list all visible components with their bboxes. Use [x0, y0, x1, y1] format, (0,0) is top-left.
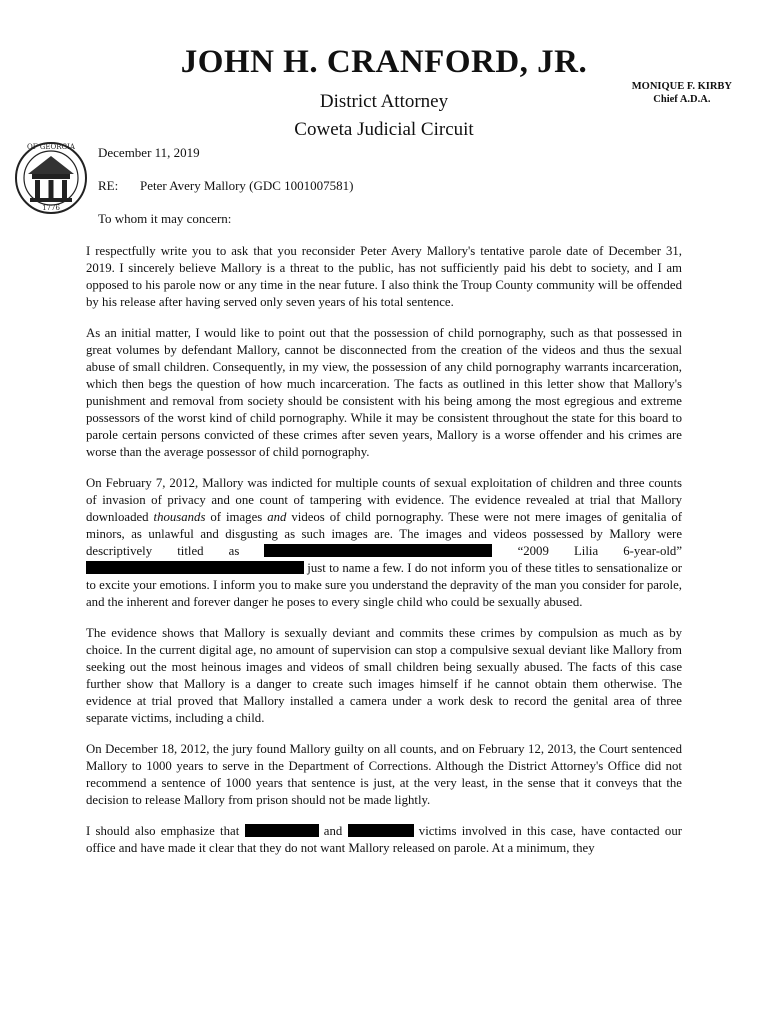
paragraph-6	[86, 823, 682, 857]
chief-ada-block	[632, 80, 732, 106]
p6-text-c: victims involved in this case, have contacted our office and have made it clear that they do not want Mallory released on parole. At a minimum, they	[86, 824, 682, 855]
redaction-bar	[86, 561, 304, 574]
salutation: To whom it may concern:	[98, 211, 232, 226]
redaction-bar	[264, 544, 492, 557]
p3-emphasis-and: and	[267, 510, 287, 524]
paragraph-3	[86, 475, 682, 611]
paragraph-2: As an initial matter, I would like to point out that the possession of child pornography, such as that possessed in great volumes by defendant Mallory, cannot be disconnected from the creation of the videos and thus the sexual abuse of small children. Consequently, in my view, the possession of any child pornography warrants incarceration, which then begs the question of how much incarceration. The facts as outlined in this letter show that Mallory's punishment and removal from society should be consistent with his being among the most egregious and extreme possessors of the worst kind of child pornography. While it may be consistent throughout the state for this board to parole certain persons convicted of these crimes after seven years, Mallory is a worse offender and his crimes are worse than the average possessor of child pornography.	[86, 326, 682, 459]
p3-emphasis-thousands: thousands	[153, 510, 206, 524]
re-label: RE:	[98, 178, 119, 193]
chief-ada-title: Chief A.D.A.	[653, 94, 711, 105]
p6-text-b: and	[318, 824, 348, 838]
p3-text-a: On February 7, 2012, Mallory was indicted for multiple counts of sexual exploitation of children and three counts of invasion of privacy and one count of tampering with evidence. The evidence revealed at trial that Mallory downloaded	[86, 476, 682, 524]
p6-text-a: I should also emphasize that	[86, 824, 245, 838]
re-line	[98, 178, 354, 194]
p3-text-b: of images	[205, 510, 268, 524]
georgia-seal-icon	[14, 134, 88, 234]
letter-date: December 11, 2019	[98, 145, 200, 160]
letterhead-name: JOHN H. CRANFORD, JR.	[180, 44, 588, 80]
re-value: Peter Avery Mallory (GDC 1001007581)	[140, 178, 354, 193]
seal-year: 1776	[42, 204, 60, 212]
p3-text-d: “2009 Lilia 6-year-old”	[492, 544, 682, 558]
letterhead-title: District Attorney	[319, 91, 449, 112]
redaction-bar	[245, 824, 319, 837]
p3-text-c: videos of child pornography. These were not mere images of genitalia of minors, as unlawful and disgusting as such images are. The images and videos possessed by Mallory were descriptively titled as	[86, 510, 683, 558]
paragraph-1: I respectfully write you to ask that you reconsider Peter Avery Mallory's tentative parole date of December 31, 2019. I sincerely believe Mallory is a threat to the public, has not sufficiently paid his debt to society, and I am opposed to his parole now or any time in the near future. I also think the Troup County community will be offended by his release after having served only seven years of his total sentence.	[86, 244, 682, 309]
paragraph-5: On December 18, 2012, the jury found Mallory guilty on all counts, and on February 12, 2013, the Court sentenced Mallory to 1000 years to serve in the Department of Corrections. Although the District Attorney's Office did not recommend a sentence of 1000 years that sentence is just, at the very least, in the sense that it conveys that the decision to release Mallory from prison should not be made lightly.	[86, 742, 682, 807]
p3-text-e: just to name a few. I do not inform you of these titles to sensationalize or to excite your emotions. I inform you to make sure you understand the depravity of the man you consider for parole, and the inherent and forever danger he poses to every single child who could be sexually abused.	[86, 561, 682, 609]
redaction-bar	[348, 824, 414, 837]
paragraph-4: The evidence shows that Mallory is sexually deviant and commits these crimes by compulsion as much as by choice. In the current digital age, no amount of supervision can stop a compulsive sexual deviant like Mallory from seeking out the most heinous images and videos of small children being sexually abused. The facts of this case further show that Mallory is a danger to create such images himself if he cannot obtain them otherwise. The evidence at trial proved that Mallory installed a camera under a work desk to record the genital area of three separate victims, including a child.	[86, 626, 682, 725]
seal-text: OF GEORGIA	[27, 143, 75, 151]
letter-body	[86, 243, 682, 871]
chief-ada-name: MONIQUE F. KIRBY	[631, 81, 732, 92]
letterhead-circuit: Coweta Judicial Circuit	[294, 119, 474, 140]
